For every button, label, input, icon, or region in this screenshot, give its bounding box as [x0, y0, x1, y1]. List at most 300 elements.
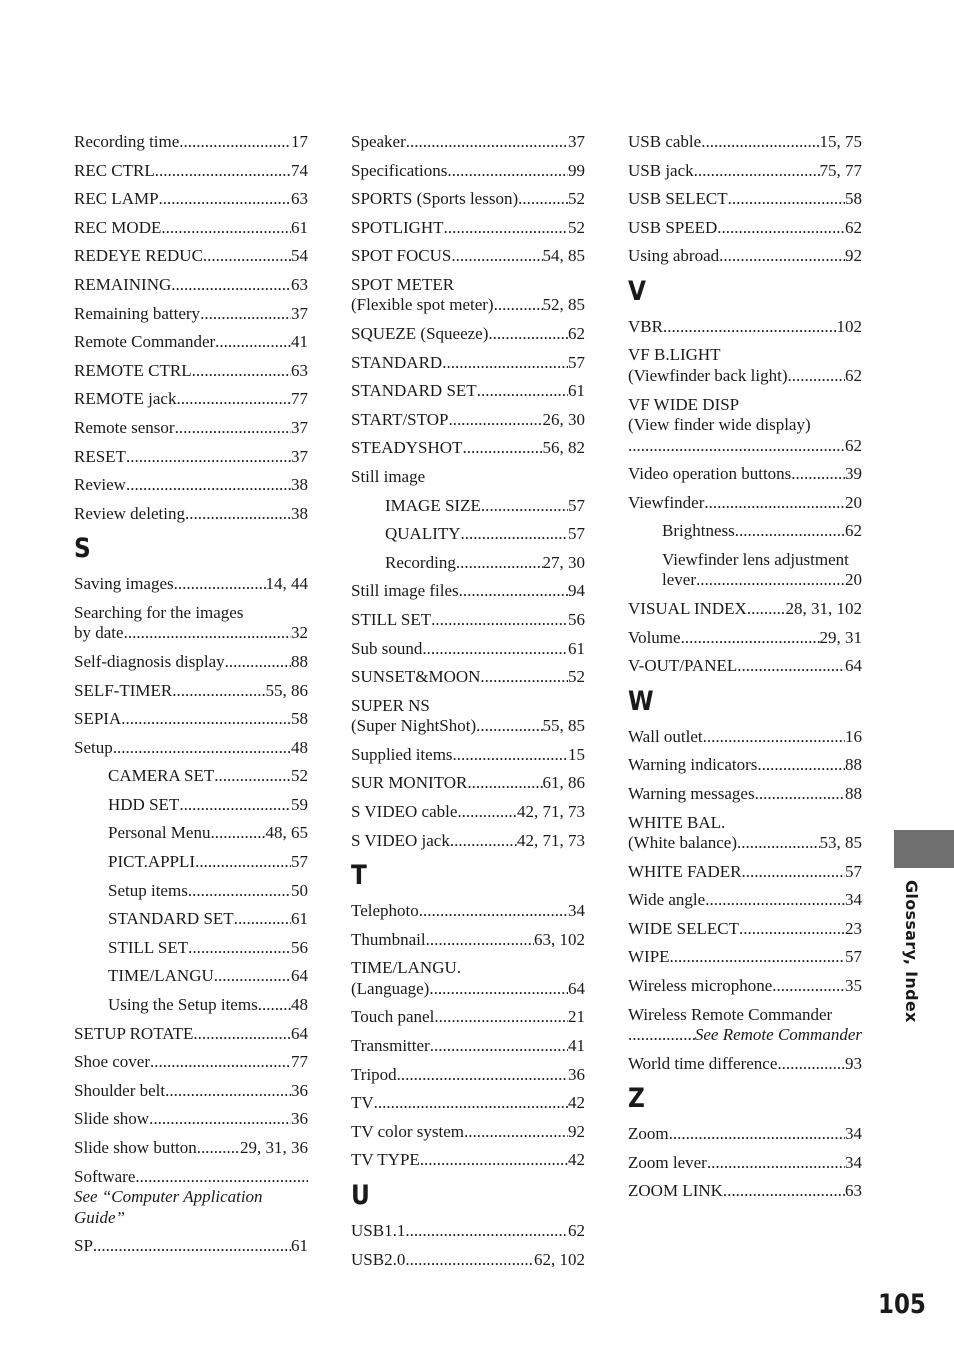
entry-term: Slide show button	[74, 1138, 197, 1157]
entry-line	[628, 976, 862, 997]
leader-dots	[172, 681, 265, 702]
entry-term: USB jack	[628, 160, 694, 180]
index-column-1	[74, 132, 308, 1265]
index-subentry	[74, 995, 308, 1016]
leader-dots	[165, 1081, 291, 1102]
page-reference: 64	[568, 978, 585, 998]
entry-term: Setup	[74, 737, 113, 757]
entry-line	[628, 656, 862, 677]
page-reference: 88	[845, 783, 862, 803]
page-reference: 59	[291, 794, 308, 814]
entry-term: SUR MONITOR	[351, 773, 468, 793]
page-reference: 48, 65	[265, 823, 308, 843]
leader-dots	[737, 833, 819, 854]
leader-dots	[447, 161, 568, 182]
entry-term: WIPE	[628, 947, 670, 967]
page-reference: 61	[291, 909, 308, 929]
leader-dots	[450, 831, 517, 852]
index-entry	[628, 1124, 862, 1145]
index-entry	[74, 681, 308, 702]
page-reference: 34	[568, 901, 585, 921]
index-entry	[628, 189, 862, 210]
leader-dots	[464, 1122, 568, 1143]
entry-term: Wireless microphone	[628, 975, 773, 995]
index-entry	[74, 1167, 308, 1229]
entry-term: Video operation buttons	[628, 464, 792, 484]
page-reference: 29, 31	[819, 627, 862, 647]
entry-line	[662, 550, 862, 571]
leader-dots	[171, 275, 291, 296]
entry-term: S VIDEO cable	[351, 802, 458, 822]
entry-term: Zoom	[628, 1124, 669, 1144]
index-entry	[351, 161, 585, 182]
entry-term: Using abroad	[628, 246, 720, 266]
entry-line	[351, 410, 585, 431]
entry-term: Searching for the images	[74, 602, 244, 622]
leader-dots	[161, 218, 291, 239]
page-reference: 29, 31, 36	[240, 1138, 308, 1157]
entry-term: REDEYE REDUC	[74, 246, 203, 266]
page-reference: 92	[568, 1121, 585, 1141]
page-reference: 15	[568, 744, 585, 764]
entry-term: Shoe cover	[74, 1052, 151, 1072]
index-subentry	[74, 823, 308, 844]
page-reference: 58	[291, 709, 308, 729]
page-reference: 62	[845, 521, 862, 541]
entry-line	[74, 504, 308, 525]
page-reference: 54, 85	[542, 246, 585, 266]
entry-line	[74, 304, 308, 325]
entry-term: Wide angle	[628, 890, 706, 910]
page-reference: 37	[291, 446, 308, 466]
entry-line	[351, 667, 585, 688]
entry-term: Transmitter	[351, 1036, 430, 1056]
page-reference: 57	[291, 852, 308, 872]
entry-term: USB SPEED	[628, 217, 718, 237]
page-reference: 52	[568, 189, 585, 209]
entry-line	[351, 275, 585, 296]
entry-term-continued: (Flexible spot meter)	[351, 295, 494, 315]
leader-dots	[200, 304, 291, 325]
index-entry	[74, 418, 308, 439]
leader-dots	[225, 652, 291, 673]
page-reference: 28, 31, 102	[785, 599, 862, 619]
page-reference: 64	[845, 656, 862, 676]
entry-term: Wall outlet	[628, 726, 703, 746]
section-letter: T	[351, 860, 367, 892]
leader-dots	[628, 1025, 695, 1046]
entry-line	[628, 919, 862, 940]
page-reference: 52, 85	[542, 295, 585, 315]
entry-line	[628, 862, 862, 883]
leader-dots	[681, 628, 820, 649]
index-entry	[628, 1181, 862, 1202]
index-entry	[351, 1036, 585, 1057]
page-reference: 64	[291, 966, 308, 986]
index-entry	[74, 161, 308, 182]
page-reference: 37	[568, 132, 585, 151]
page-reference: 36	[568, 1064, 585, 1084]
entry-term-continued: (Language)	[351, 978, 430, 998]
entry-term: Speaker	[351, 132, 406, 151]
entry-line	[628, 218, 862, 239]
leader-dots	[203, 246, 291, 267]
entry-term: Viewfinder lens adjustment	[662, 549, 849, 569]
entry-line	[351, 745, 585, 766]
entry-line	[628, 813, 862, 834]
index-subentry	[74, 881, 308, 902]
entry-term: Shoulder belt	[74, 1080, 166, 1100]
page-reference: 50	[291, 880, 308, 900]
leader-dots	[705, 890, 845, 911]
entry-term: USB cable	[628, 132, 702, 151]
entry-term: SP	[74, 1236, 93, 1256]
entry-line	[74, 1236, 308, 1257]
leader-dots	[155, 161, 291, 182]
entry-term: Review	[74, 475, 126, 495]
entry-line	[628, 890, 862, 911]
entry-term-continued: (Super NightShot)	[351, 716, 477, 736]
entry-term: Touch panel	[351, 1007, 435, 1027]
page-reference: 57	[568, 352, 585, 372]
entry-term: Remaining battery	[74, 303, 201, 323]
index-entry	[351, 132, 585, 153]
entry-line	[628, 755, 862, 776]
entry-line	[74, 1167, 308, 1188]
page-reference: 63	[845, 1181, 862, 1201]
entry-term: QUALITY	[385, 524, 461, 544]
entry-line	[351, 958, 585, 979]
page-reference: 62	[845, 435, 862, 455]
entry-line	[351, 324, 585, 345]
entry-line	[662, 570, 862, 591]
entry-line	[351, 467, 585, 488]
entry-line	[628, 161, 862, 182]
leader-dots	[701, 132, 819, 153]
index-entry	[351, 1122, 585, 1143]
page-reference: 38	[291, 503, 308, 523]
page-reference: 34	[845, 890, 862, 910]
page-reference: 57	[568, 495, 585, 515]
entry-line	[74, 161, 308, 182]
entry-line	[628, 1054, 862, 1075]
index-entry	[351, 930, 585, 951]
index-entry	[74, 218, 308, 239]
index-entry	[628, 656, 862, 677]
page-reference: 88	[845, 755, 862, 775]
entry-term: Software	[74, 1166, 136, 1186]
page-reference: 64	[291, 1023, 308, 1043]
page-reference: 42	[568, 1093, 585, 1113]
leader-dots	[218, 966, 291, 987]
entry-term: REMAINING	[74, 274, 172, 294]
leader-dots	[434, 1007, 568, 1028]
index-entry	[628, 464, 862, 485]
page-reference: 62	[845, 217, 862, 237]
entry-line	[351, 132, 585, 153]
index-entry	[351, 667, 585, 688]
entry-line	[351, 773, 585, 794]
leader-dots	[739, 919, 845, 940]
leader-dots	[135, 1167, 308, 1188]
page-number: 105	[878, 1289, 926, 1320]
page-reference: 63	[291, 360, 308, 380]
leader-dots	[192, 361, 291, 382]
entry-line	[74, 709, 308, 730]
section-letter: V	[628, 275, 646, 307]
entry-line	[628, 784, 862, 805]
entry-term: CAMERA SET	[108, 766, 215, 786]
entry-term: Saving images	[74, 574, 174, 594]
index-entry	[351, 696, 585, 737]
entry-line	[351, 979, 585, 1000]
entry-term: Remote sensor	[74, 417, 175, 437]
leader-dots	[431, 610, 568, 631]
entry-term-continued: lever	[662, 570, 696, 590]
page-reference: 20	[845, 492, 862, 512]
entry-term: Warning messages	[628, 783, 755, 803]
index-subentry	[351, 496, 585, 517]
leader-dots	[215, 332, 291, 353]
index-entry	[74, 603, 308, 644]
entry-line	[351, 295, 585, 316]
entry-line	[385, 553, 585, 574]
index-entry	[351, 1150, 585, 1171]
index-subentry	[74, 852, 308, 873]
page-reference: 57	[845, 947, 862, 967]
page-reference: 41	[568, 1036, 585, 1056]
page-reference: 53, 85	[819, 833, 862, 852]
page-reference: 32	[291, 623, 308, 643]
index-entry	[351, 1221, 585, 1242]
leader-dots	[694, 161, 820, 182]
entry-line	[74, 623, 308, 644]
entry-line	[351, 189, 585, 210]
page-reference: 42, 71, 73	[517, 802, 585, 822]
index-entry	[74, 574, 308, 595]
leader-dots	[397, 1065, 568, 1086]
page-reference: 26, 30	[542, 409, 585, 429]
entry-line	[628, 1005, 862, 1026]
leader-dots	[405, 1250, 534, 1271]
index-entry	[628, 976, 862, 997]
entry-line	[351, 696, 585, 717]
entry-line	[74, 681, 308, 702]
entry-term: REC MODE	[74, 217, 162, 237]
index-entry	[74, 361, 308, 382]
leader-dots	[174, 574, 266, 595]
index-entry	[74, 738, 308, 759]
entry-line	[351, 381, 585, 402]
index-subentry	[74, 766, 308, 787]
leader-dots	[719, 246, 845, 267]
entry-term: RESET	[74, 446, 126, 466]
index-subentry	[74, 795, 308, 816]
index-entry	[74, 1024, 308, 1045]
section-letter: U	[351, 1179, 370, 1211]
entry-term: WHITE BAL.	[628, 812, 726, 832]
page-reference: 56	[291, 937, 308, 957]
entry-term: PICT.APPLI	[108, 852, 196, 872]
page-reference: 102	[836, 316, 862, 336]
leader-dots	[772, 976, 845, 997]
leader-dots	[426, 930, 534, 951]
entry-term: TV color system	[351, 1121, 465, 1141]
page-reference: 42	[568, 1150, 585, 1170]
leader-dots	[704, 493, 845, 514]
page-reference: 52	[568, 217, 585, 237]
leader-dots	[787, 366, 845, 387]
entry-line	[351, 639, 585, 660]
entry-term: ZOOM LINK	[628, 1181, 723, 1201]
entry-line	[628, 947, 862, 968]
leader-dots	[193, 1024, 291, 1045]
entry-line	[74, 603, 308, 624]
leader-dots	[258, 995, 291, 1016]
page-reference: 61	[291, 1236, 308, 1256]
index-entry	[351, 958, 585, 999]
index-entry	[74, 652, 308, 673]
page-reference: 99	[568, 160, 585, 180]
index-subentry	[628, 521, 862, 542]
entry-line	[74, 738, 308, 759]
leader-dots	[741, 862, 845, 883]
index-entry	[628, 755, 862, 776]
index-entry	[74, 304, 308, 325]
index-entry	[74, 709, 308, 730]
index-entry	[628, 1054, 862, 1075]
entry-term: SPOT METER	[351, 274, 455, 294]
leader-dots	[406, 132, 568, 153]
entry-term-continued: (White balance)	[628, 833, 738, 852]
index-entry	[628, 947, 862, 968]
index-entry	[628, 813, 862, 854]
page-reference: 77	[291, 1052, 308, 1072]
index-entry	[628, 345, 862, 386]
entry-line	[74, 418, 308, 439]
section-letter: W	[628, 685, 654, 717]
entry-line	[74, 361, 308, 382]
entry-term-continued: (Viewfinder back light)	[628, 365, 788, 385]
entry-term: TIME/LANGU.	[108, 966, 219, 986]
entry-line	[351, 1221, 585, 1242]
leader-dots	[755, 784, 845, 805]
entry-line	[74, 1081, 308, 1102]
page-reference: 62	[568, 324, 585, 344]
leader-dots	[429, 979, 568, 1000]
index-entry	[628, 862, 862, 883]
page-reference: 36	[291, 1080, 308, 1100]
entry-term: Volume	[628, 627, 681, 647]
page-reference: 88	[291, 651, 308, 671]
leader-dots	[735, 521, 845, 542]
leader-dots	[422, 639, 568, 660]
entry-line	[74, 574, 308, 595]
entry-line	[628, 189, 862, 210]
entry-line	[74, 1138, 308, 1159]
page-reference: 23	[845, 918, 862, 938]
leader-dots	[777, 1054, 845, 1075]
entry-term: TV	[351, 1093, 374, 1113]
entry-term: REMOTE jack	[74, 389, 177, 409]
entry-line	[351, 1065, 585, 1086]
page-reference: 16	[845, 726, 862, 746]
section-letter: S	[74, 533, 91, 565]
entry-line	[662, 521, 862, 542]
leader-dots	[124, 623, 291, 644]
page-reference: 75, 77	[819, 160, 862, 180]
entry-line	[628, 599, 862, 620]
leader-dots	[149, 1109, 291, 1130]
entry-line	[351, 1036, 585, 1057]
page-reference: 20	[845, 570, 862, 590]
entry-line	[74, 389, 308, 410]
index-subentry	[74, 966, 308, 987]
entry-term: USB2.0	[351, 1249, 406, 1269]
entry-term: SELF-TIMER	[74, 680, 173, 700]
index-entry	[74, 189, 308, 210]
leader-dots	[757, 755, 845, 776]
entry-line	[351, 610, 585, 631]
entry-line	[74, 218, 308, 239]
entry-term: TIME/LANGU.	[351, 958, 462, 978]
entry-line	[351, 1122, 585, 1143]
entry-term: VF B.LIGHT	[628, 345, 721, 365]
entry-term: USB1.1	[351, 1220, 406, 1240]
leader-dots	[420, 1150, 568, 1171]
index-entry	[74, 1052, 308, 1073]
entry-line	[628, 395, 862, 416]
entry-term: SQUEZE (Squeeze)	[351, 324, 489, 344]
leader-dots	[696, 570, 845, 591]
entry-line	[351, 901, 585, 922]
index-entry	[74, 475, 308, 496]
entry-term: Review deleting	[74, 503, 185, 523]
index-subentry	[351, 553, 585, 574]
leader-dots	[669, 1124, 845, 1145]
entry-line	[351, 218, 585, 239]
entry-term: VF WIDE DISP	[628, 394, 740, 414]
leader-dots	[717, 218, 845, 239]
leader-dots	[737, 656, 845, 677]
index-entry	[74, 1109, 308, 1130]
entry-line	[628, 493, 862, 514]
entry-term: Using the Setup items	[108, 995, 258, 1015]
entry-line	[108, 881, 308, 902]
entry-term: SETUP ROTATE	[74, 1023, 194, 1043]
index-entry	[351, 581, 585, 602]
entry-line	[108, 795, 308, 816]
leader-dots	[488, 324, 568, 345]
index-entry	[74, 246, 308, 267]
page-reference: 61	[568, 381, 585, 401]
entry-line	[351, 438, 585, 459]
page-reference: 61	[568, 638, 585, 658]
page-reference: 62	[845, 365, 862, 385]
entry-line	[74, 275, 308, 296]
entry-line	[628, 1025, 862, 1046]
entry-line	[351, 246, 585, 267]
index-entry	[74, 504, 308, 525]
page-reference: 41	[291, 332, 308, 352]
leader-dots	[234, 909, 291, 930]
leader-dots	[405, 1221, 568, 1242]
entry-line	[74, 1052, 308, 1073]
index-column-2	[351, 132, 585, 1278]
entry-term: VBR	[628, 316, 663, 336]
page-reference: 55, 85	[542, 716, 585, 736]
entry-line	[351, 1150, 585, 1171]
